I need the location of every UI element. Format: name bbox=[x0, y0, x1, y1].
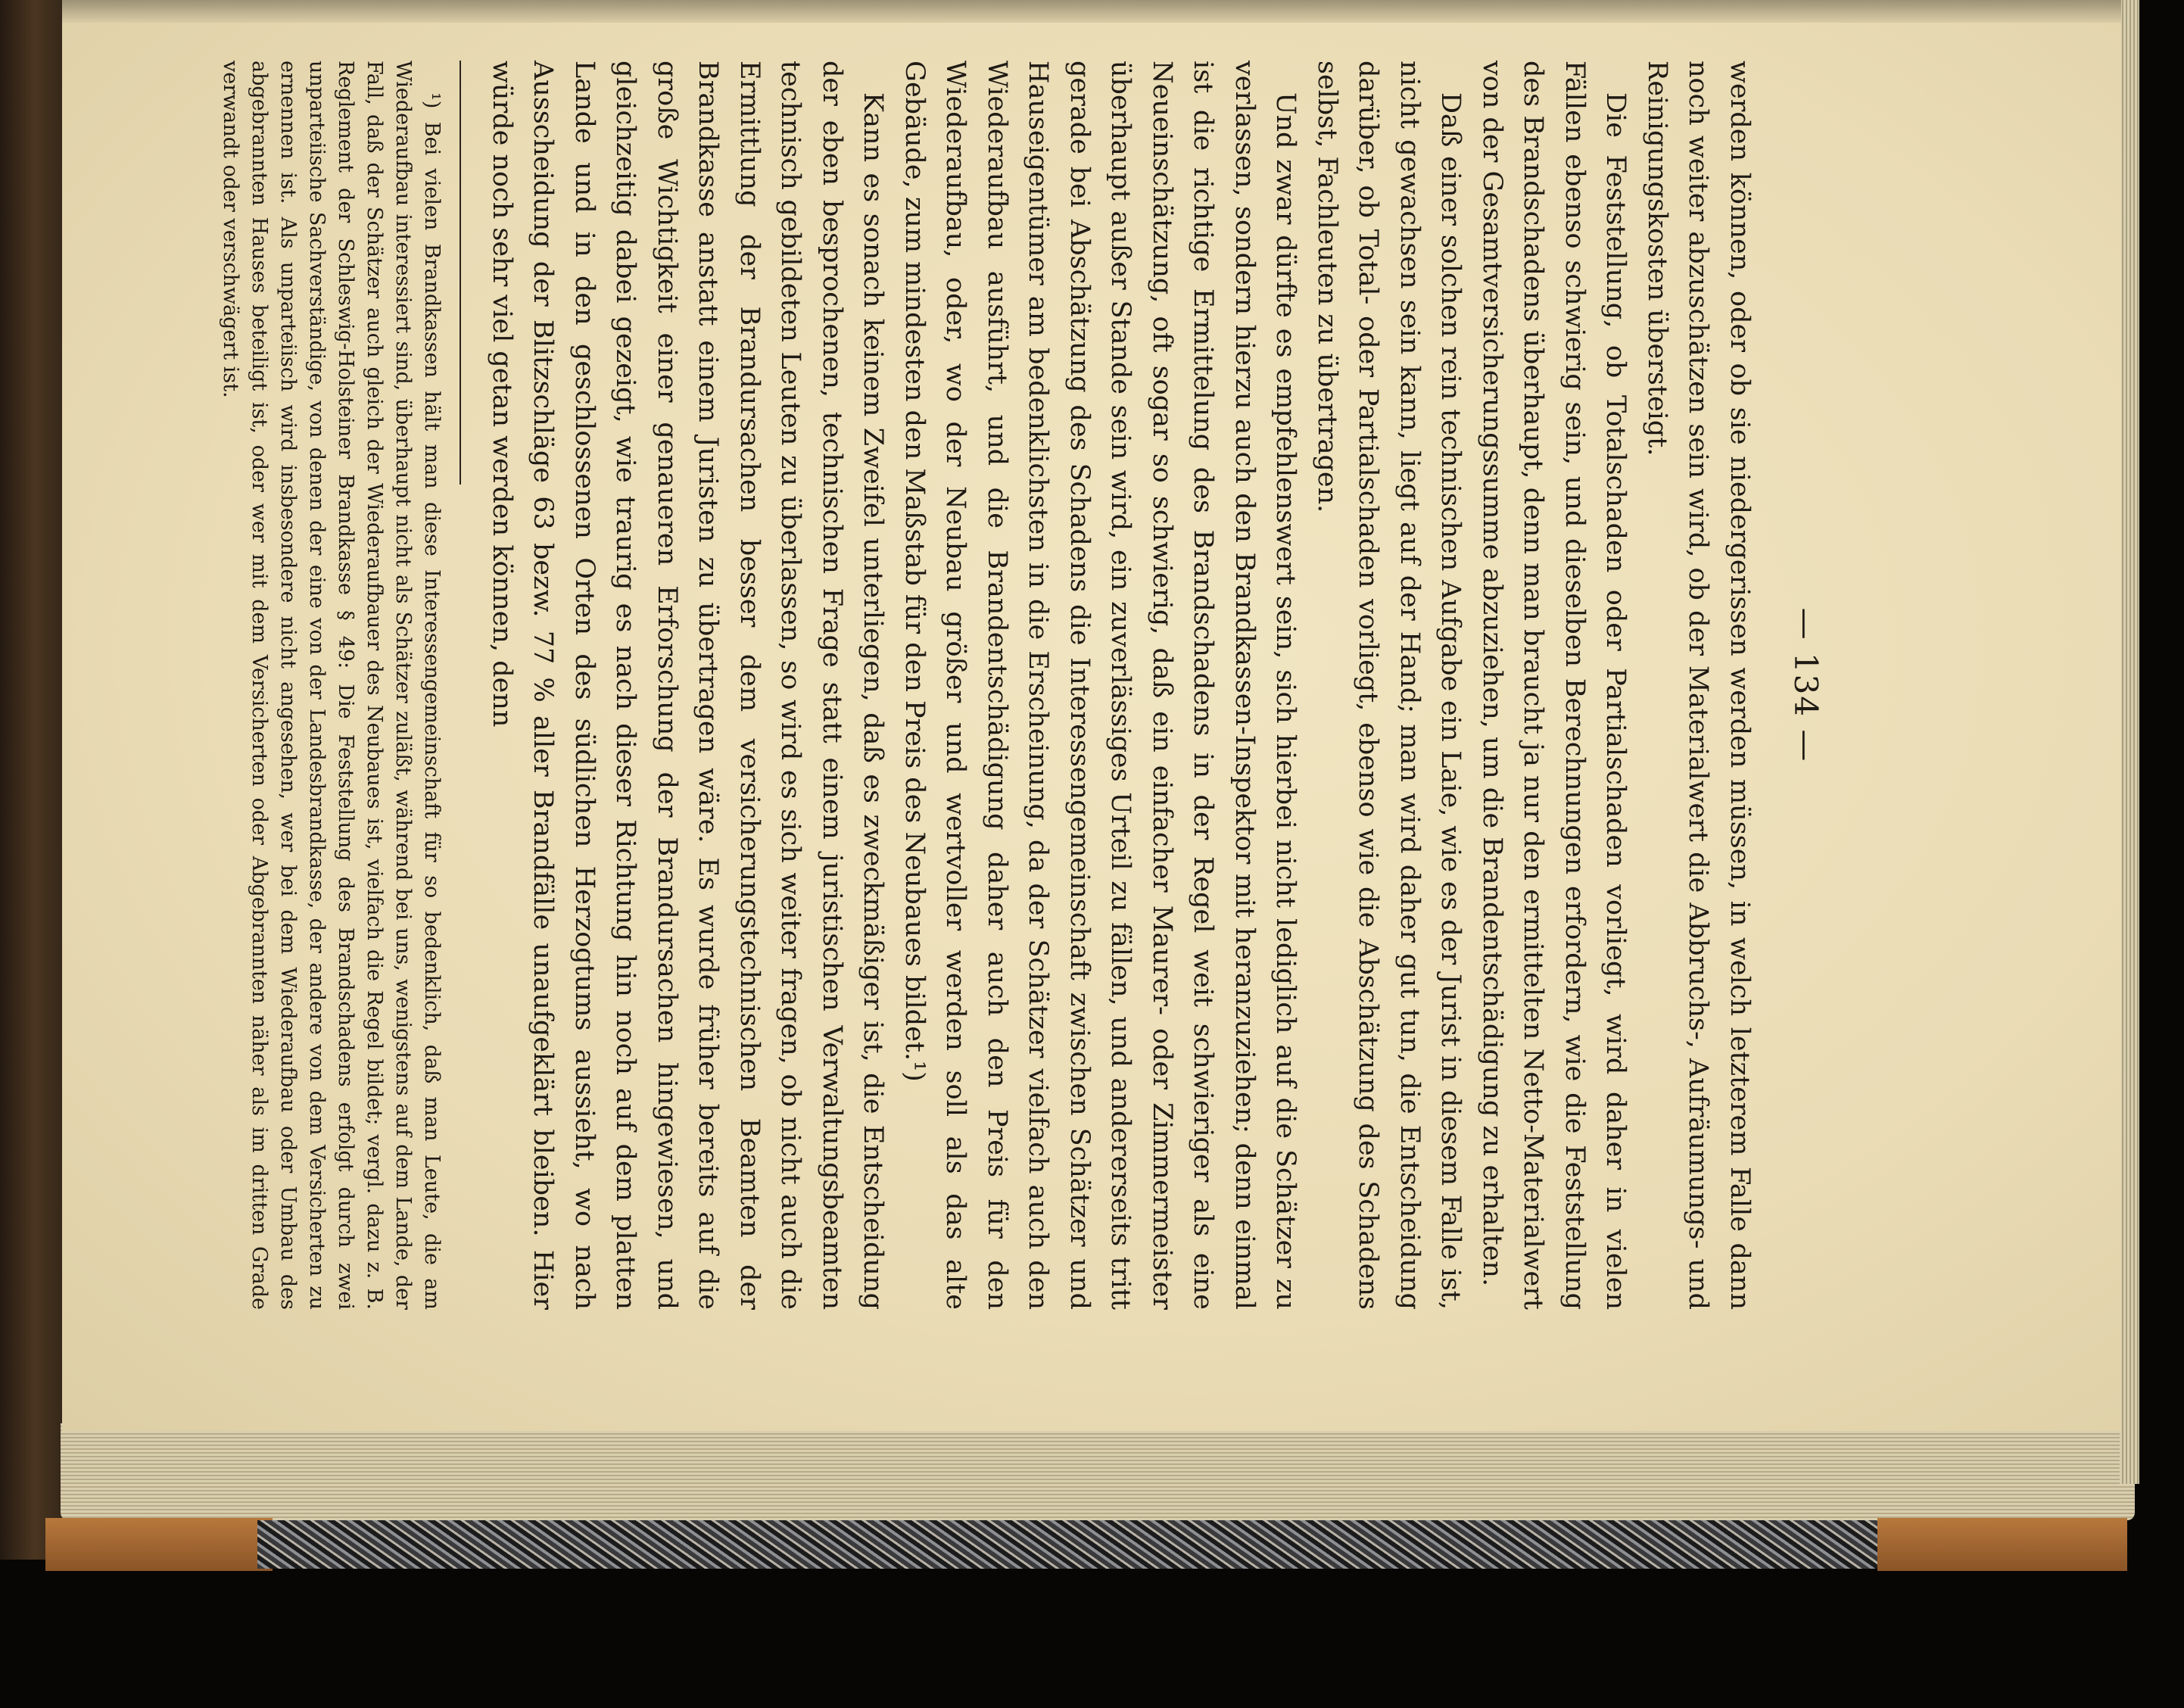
leather-corner-right bbox=[1877, 1518, 2127, 1571]
page-edges bbox=[61, 1423, 2135, 1520]
text-column bbox=[219, 61, 1824, 1310]
page-number: — 134 — bbox=[1787, 607, 1824, 763]
rotated-text-block bbox=[219, 61, 1824, 1310]
page-gutter bbox=[62, 0, 2121, 23]
footnote-rule bbox=[460, 61, 462, 485]
marbled-cover bbox=[257, 1520, 1900, 1569]
footnote: ¹) Bei vielen Brandkassen hält man diese Interessengemeinschaft für so bedenklich, daß man Leute, die am Wiederaufbau interessiert sind, überhaupt nicht als Schätzer zuläßt, während bei uns, wenigstens auf dem Lande, der Fall, daß der Schätzer auch gleich der Wiederaufbauer des Neubaues ist, vielfach die Regel bildet; vergl. dazu z. B. Reglement der Schleswig-Holsteiner Brandkasse § 49: Die Feststellung des Brandschadens erfolgt durch zwei unparteiische Sachverständige, von denen der eine von der Landesbrandkasse, der andere von dem Versicherten zu ernennen ist. Als unparteiisch wird insbesondere nicht angesehen, wer bei dem Wiederaufbau oder Umbau des abgebrannten Hauses beteiligt ist, oder wer mit dem Versicherten oder Abgebrannten näher als im dritten Grade verwandt oder verschwägert ist. bbox=[219, 61, 444, 1310]
paragraph: werden können, oder ob sie niedergerissen werden müssen, in welch letzterem Falle dann noch weiter abzuschätzen sein wird, ob der Materialwert die Abbruchs-, Aufräumungs- und Reinigungskosten übersteigt. bbox=[1642, 61, 1755, 1310]
leather-corner-left bbox=[45, 1518, 273, 1571]
paragraph: Kann es sonach keinem Zweifel unterliegen, daß es zweckmäßiger ist, die Entscheidung der eben besprochenen, technischen Frage statt einem juristischen Verwaltungsbeamten technisch gebildeten Leuten zu überlassen, so wird es sich weiter fragen, ob nicht auch die Ermittlung der Brandursachen besser dem versicherungstechnischen Beamten der Brandkasse anstatt einem Juristen zu übertragen wäre. Es wurde früher bereits auf die große Wichtigkeit einer genaueren Erforschung der Brandursachen hingewiesen, und gleichzeitig dabei gezeigt, wie traurig es nach dieser Richtung hin noch auf dem platten Lande und in den geschlossenen Orten des südlichen Herzogtums aussieht, wo nach Ausscheidung der Blitzschläge 63 bezw. 77 % aller Brandfälle unaufgeklärt bleiben. Hier würde noch sehr viel getan werden können, denn bbox=[487, 61, 889, 1310]
paragraph: Daß einer solchen rein technischen Aufgabe ein Laie, wie es der Jurist in diesem Falle ist, nicht gewachsen sein kann, liegt auf der Hand; man wird daher gut tun, die Entscheidung darüber, ob Total- oder Partialschaden vorliegt, ebenso wie die Abschätzung des Schadens selbst, Fachleuten zu übertragen. bbox=[1312, 61, 1466, 1310]
paragraph: Und zwar dürfte es empfehlenswert sein, sich hierbei nicht lediglich auf die Schätzer zu verlassen, sondern hierzu auch den Brandkassen-Inspektor mit heranzuziehen; denn einmal ist die richtige Ermittelung des Brandschadens in der Regel weit schwieriger als eine Neueinschätzung, oft sogar so schwierig, daß ein einfacher Maurer- oder Zimmermeister überhaupt außer Stande sein wird, ein zuverlässiges Urteil zu fällen, und andererseits tritt gerade bei Abschätzung des Schadens die Interessengemeinschaft zwischen Schätzer und Hauseigentümer am bedenklichsten in die Erscheinung, da der Schätzer vielfach auch den Wiederaufbau ausführt, und die Brandentschädigung daher auch den Preis für den Wiederaufbau, oder, wo der Neubau größer und wertvoller werden soll als das alte Gebäude, zum mindesten den Maßstab für den Preis des Neubaues bildet.¹) bbox=[899, 61, 1301, 1310]
paragraph: Die Feststellung, ob Totalschaden oder Partialschaden vorliegt, wird daher in vielen Fällen ebenso schwierig sein, und dieselben Berechnungen erfordern, wie die Feststellung des Brandschadens überhaupt, denn man braucht ja nur den ermittelten Netto-Materialwert von der Gesamtversicherungssumme abzuziehen, um die Brandentschädigung zu erhalten. bbox=[1477, 61, 1631, 1310]
page-right-edge bbox=[2120, 0, 2139, 1484]
